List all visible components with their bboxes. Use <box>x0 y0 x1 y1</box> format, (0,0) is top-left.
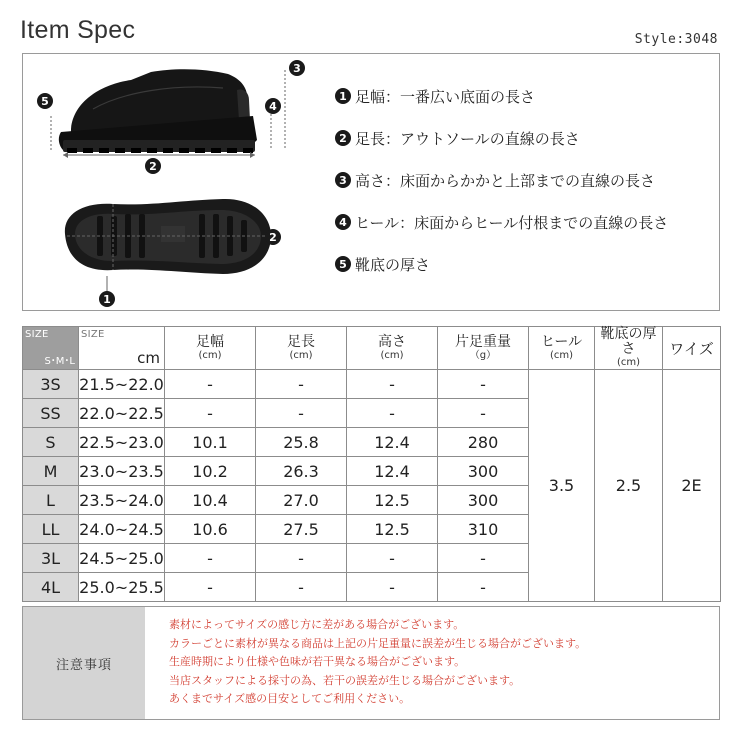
style-code: Style:3048 <box>634 32 718 47</box>
marker-5 <box>37 93 53 109</box>
length-cell: 25.8 <box>256 428 347 457</box>
legend-item <box>335 254 720 274</box>
heel-cell: 3.5 <box>529 370 595 602</box>
height-cell: - <box>347 544 438 573</box>
legend-text: ヒール：床面からヒール付根までの直線の長さ <box>355 213 669 232</box>
svg-text:5: 5 <box>41 95 49 108</box>
svg-text:2: 2 <box>149 160 157 173</box>
number-badge: 4 <box>335 214 351 230</box>
weight-cell: 280 <box>438 428 529 457</box>
weight-cell: 300 <box>438 486 529 515</box>
legend-text: 高さ：床面からかかと上部までの直線の長さ <box>355 171 656 190</box>
range-cell: 22.5~23.0 <box>79 428 165 457</box>
table-header-row <box>23 327 721 370</box>
column-header: 靴底の厚さ (cm) <box>595 327 663 370</box>
width-cell: 10.1 <box>165 428 256 457</box>
marker-3 <box>289 60 305 76</box>
height-cell: 12.4 <box>347 428 438 457</box>
number-badge: 5 <box>335 256 351 272</box>
range-cell: 23.5~24.0 <box>79 486 165 515</box>
column-header: 片足重量 （g） <box>438 327 529 370</box>
number-badge: 3 <box>335 172 351 188</box>
column-header: 足幅 (cm) <box>165 327 256 370</box>
length-cell: 27.0 <box>256 486 347 515</box>
legend-item <box>335 212 720 232</box>
note-line: カラーごとに素材が異なる商品は上記の片足重量に誤差が生じる場合がございます。 <box>169 636 587 650</box>
svg-text:4: 4 <box>269 100 277 113</box>
range-cell: 24.0~24.5 <box>79 515 165 544</box>
height-cell: 12.5 <box>347 486 438 515</box>
width-cell: - <box>165 399 256 428</box>
note-line: あくまでサイズ感の目安としてご利用ください。 <box>169 692 411 705</box>
size-cell: LL <box>23 515 79 544</box>
width-cell: 10.6 <box>165 515 256 544</box>
column-header: ヒール (cm) <box>529 327 595 370</box>
corner-sml-label: S･M･L <box>44 356 75 367</box>
svg-text:1: 1 <box>103 293 111 306</box>
wise-cell: 2E <box>663 370 721 602</box>
number-badge: 1 <box>335 88 351 104</box>
note-line: 素材によってサイズの感じ方に差がある場合がございます。 <box>169 618 465 631</box>
length-cell: 27.5 <box>256 515 347 544</box>
column-header: ワイズ <box>663 327 721 370</box>
corner-cm-cell <box>79 327 165 370</box>
width-cell: - <box>165 544 256 573</box>
notes-label: 注意事項 <box>23 607 145 719</box>
corner-cm-label: cm <box>137 349 160 367</box>
weight-cell: - <box>438 399 529 428</box>
size-cell: L <box>23 486 79 515</box>
height-cell: - <box>347 399 438 428</box>
size-cell: S <box>23 428 79 457</box>
legend-text: 足長：アウトソールの直線の長さ <box>355 129 580 148</box>
legend-text: 靴底の厚さ <box>355 255 431 274</box>
size-cell: 3S <box>23 370 79 399</box>
note-line: 当店スタッフによる採寸の為、若干の誤差が生じる場合がございます。 <box>169 673 521 687</box>
length-cell: - <box>256 399 347 428</box>
corner-size-label: SIZE <box>25 329 49 340</box>
size-table <box>22 326 721 602</box>
corner-size-label-2: SIZE <box>81 329 105 340</box>
column-header: 足長 (cm) <box>256 327 347 370</box>
range-cell: 24.5~25.0 <box>79 544 165 573</box>
legend-text: 足幅：一番広い底面の長さ <box>355 87 536 106</box>
length-cell: - <box>256 544 347 573</box>
table-row <box>23 370 721 399</box>
size-cell: M <box>23 457 79 486</box>
weight-cell: - <box>438 573 529 602</box>
column-header: 高さ (cm) <box>347 327 438 370</box>
height-cell: - <box>347 573 438 602</box>
height-cell: - <box>347 370 438 399</box>
width-cell: 10.2 <box>165 457 256 486</box>
range-cell: 21.5~22.0 <box>79 370 165 399</box>
corner-size-cell <box>23 327 79 370</box>
range-cell: 23.0~23.5 <box>79 457 165 486</box>
shoe-diagram <box>23 54 333 312</box>
svg-text:3: 3 <box>293 62 301 75</box>
range-cell: 22.0~22.5 <box>79 399 165 428</box>
legend-item <box>335 86 720 106</box>
length-cell: 26.3 <box>256 457 347 486</box>
height-cell: 12.4 <box>347 457 438 486</box>
size-cell: SS <box>23 399 79 428</box>
length-cell: - <box>256 370 347 399</box>
legend-item <box>335 128 720 148</box>
width-cell: 10.4 <box>165 486 256 515</box>
marker-1 <box>99 291 115 307</box>
number-badge: 2 <box>335 130 351 146</box>
width-cell: - <box>165 573 256 602</box>
height-cell: 12.5 <box>347 515 438 544</box>
svg-text:2: 2 <box>269 231 277 244</box>
weight-cell: 310 <box>438 515 529 544</box>
size-cell: 3L <box>23 544 79 573</box>
weight-cell: - <box>438 544 529 573</box>
marker-2-sole <box>265 229 281 245</box>
shoe-side-view <box>59 69 257 153</box>
marker-2-side <box>145 158 161 174</box>
range-cell: 25.0~25.5 <box>79 573 165 602</box>
weight-cell: 300 <box>438 457 529 486</box>
spec-box <box>22 53 720 311</box>
weight-cell: - <box>438 370 529 399</box>
spec-legend <box>335 86 720 296</box>
marker-4 <box>265 98 281 114</box>
page-title: Item Spec <box>20 16 136 44</box>
length-cell: - <box>256 573 347 602</box>
notes-body <box>145 607 719 719</box>
note-line: 生産時期により仕様や色味が若干異なる場合がございます。 <box>169 655 466 668</box>
sole-thickness-cell: 2.5 <box>595 370 663 602</box>
width-cell: - <box>165 370 256 399</box>
legend-item <box>335 170 720 190</box>
size-cell: 4L <box>23 573 79 602</box>
notes-box <box>22 606 720 720</box>
